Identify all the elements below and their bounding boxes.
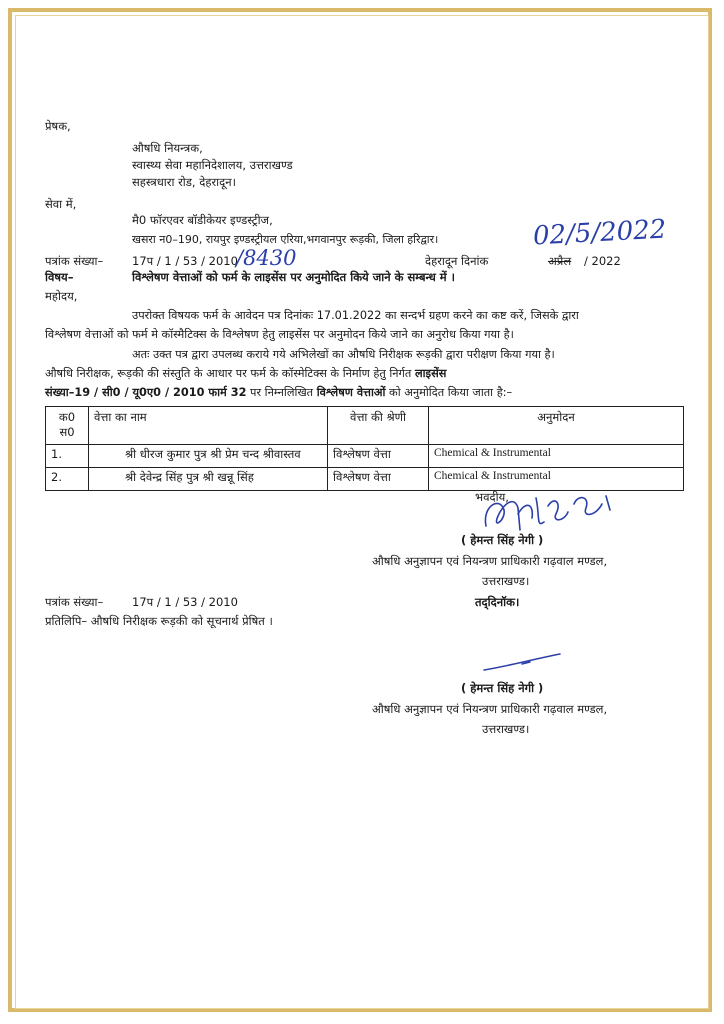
ref-number: 17प / 1 / 53 / 2010 bbox=[132, 254, 238, 268]
sender-dept: स्वास्थ्य सेवा महानिदेशालय, उत्तराखण्ड bbox=[132, 158, 293, 172]
header-serial: क0 स0 bbox=[46, 407, 89, 445]
approval-table bbox=[45, 406, 684, 491]
signatory-name: ( हेमन्त सिंह नेगी ) bbox=[461, 533, 544, 547]
cell-name: श्री धीरज कुमार पुत्र श्री प्रेम चन्द श्रीवास्तव bbox=[89, 445, 328, 468]
month-struck: अप्रैल bbox=[548, 254, 572, 268]
body-p1-line2: विश्लेषण वेत्ताओं को फर्म मे कॉस्मैटिक्स के विश्लेषण हेतु लाइसेंस पर अनुमोदन किये जाने का अनुरोध किया गया है। bbox=[45, 328, 514, 341]
cell-category: विश्लेषण वेत्ता bbox=[328, 445, 429, 468]
yours-faithfully: भवदीय, bbox=[475, 490, 509, 504]
cell-serial: 2. bbox=[46, 468, 89, 491]
body-p2-line2 bbox=[45, 368, 446, 379]
copy-signatory-state: उत्तराखण्ड। bbox=[482, 722, 530, 736]
ref-label: पत्रांक संख्या– bbox=[45, 254, 104, 268]
sender-address: सहस्त्रधारा रोड, देहरादून। bbox=[132, 175, 236, 189]
subject-label: विषय– bbox=[45, 270, 74, 284]
license-number: संख्या–19 / सी0 / यू0ए0 / 2010 फार्म 32 bbox=[45, 386, 247, 399]
copy-signatory-designation: औषधि अनुज्ञापन एवं नियन्त्रण प्राधिकारी गढ़वाल मण्डल, bbox=[372, 702, 608, 716]
body-license-word: लाइसेंस bbox=[414, 367, 447, 380]
body-p2-line3-end: को अनुमोदित किया जाता है:– bbox=[389, 386, 513, 399]
signatory-designation: औषधि अनुज्ञापन एवं नियन्त्रण प्राधिकारी गढ़वाल मण्डल, bbox=[372, 554, 608, 568]
copy-signatory-name: ( हेमन्त सिंह नेगी ) bbox=[461, 681, 544, 695]
cell-serial: 1. bbox=[46, 445, 89, 468]
body-p2-line1: अतः उक्त पत्र द्वारा उपलब्ध कराये गये अभिलेखों का औषधि निरीक्षक रूड़की द्वारा परीक्षण किया गया है। bbox=[132, 348, 555, 361]
table-row bbox=[46, 445, 684, 468]
body-p1-line1: उपरोक्त विषयक फर्म के आवेदन पत्र दिनांकः 17.01.2022 का सन्दर्भ ग्रहण करने का कष्ट करें, जिसके द्वारा bbox=[132, 309, 579, 322]
copy-ref-label: पत्रांक संख्या– bbox=[45, 595, 104, 609]
sender-label: प्रेषक, bbox=[45, 119, 71, 133]
copy-cc: प्रतिलिपि– औषधि निरीक्षक रूड़की को सूचनार्थ प्रेषित । bbox=[45, 614, 273, 628]
body-p2-line3-mid: पर निम्नलिखित bbox=[250, 386, 314, 399]
body-analysts-word: विश्लेषण वेत्ताओं bbox=[316, 386, 386, 399]
copy-ref-number: 17प / 1 / 53 / 2010 bbox=[132, 595, 238, 609]
cell-approval: Chemical & Instrumental bbox=[429, 468, 684, 491]
cell-category: विश्लेषण वेत्ता bbox=[328, 468, 429, 491]
header-name: वेत्ता का नाम bbox=[89, 407, 328, 445]
cell-name: श्री देवेन्द्र सिंह पुत्र श्री खन्नू सिंह bbox=[89, 468, 328, 491]
sender-name: औषधि नियन्त्रक, bbox=[132, 141, 203, 155]
place-date: देहरादून दिनांक bbox=[425, 254, 489, 268]
signatory-state: उत्तराखण्ड। bbox=[482, 574, 530, 588]
date-handwritten: 02/5/2022 bbox=[532, 214, 668, 252]
table-header-row bbox=[46, 407, 684, 445]
ref-handwritten: /8430 bbox=[236, 246, 297, 270]
subject-text: विश्लेषण वेत्ताओं को फर्म के लाइसेंस पर अनुमोदित किये जाने के सम्बन्ध में । bbox=[132, 270, 456, 284]
salutation: महोदय, bbox=[45, 289, 78, 303]
header-approval: अनुमोदन bbox=[429, 407, 684, 445]
recipient-name: मै0 फॉरएवर बॉडीकेयर इण्डस्ट्रीज, bbox=[132, 213, 273, 227]
body-p2-line3 bbox=[45, 387, 512, 398]
recipient-label: सेवा में, bbox=[45, 197, 77, 211]
header-category: वेत्ता की श्रेणी bbox=[328, 407, 429, 445]
cell-approval: Chemical & Instrumental bbox=[429, 445, 684, 468]
body-p2-line2-text: औषधि निरीक्षक, रूड़की की संस्तुति के आधार पर फर्म के कॉस्मेटिक्स के निर्माण हेतु निर्गत bbox=[45, 367, 412, 380]
year: / 2022 bbox=[584, 254, 621, 268]
initial-mark bbox=[478, 650, 568, 676]
copy-date: तद्‌दिनॉक। bbox=[475, 595, 520, 609]
recipient-address: खसरा न0–190, रायपुर इण्डस्ट्रीयल एरिया,भगवानपुर रूड़की, जिला हरिद्वार। bbox=[132, 233, 439, 246]
